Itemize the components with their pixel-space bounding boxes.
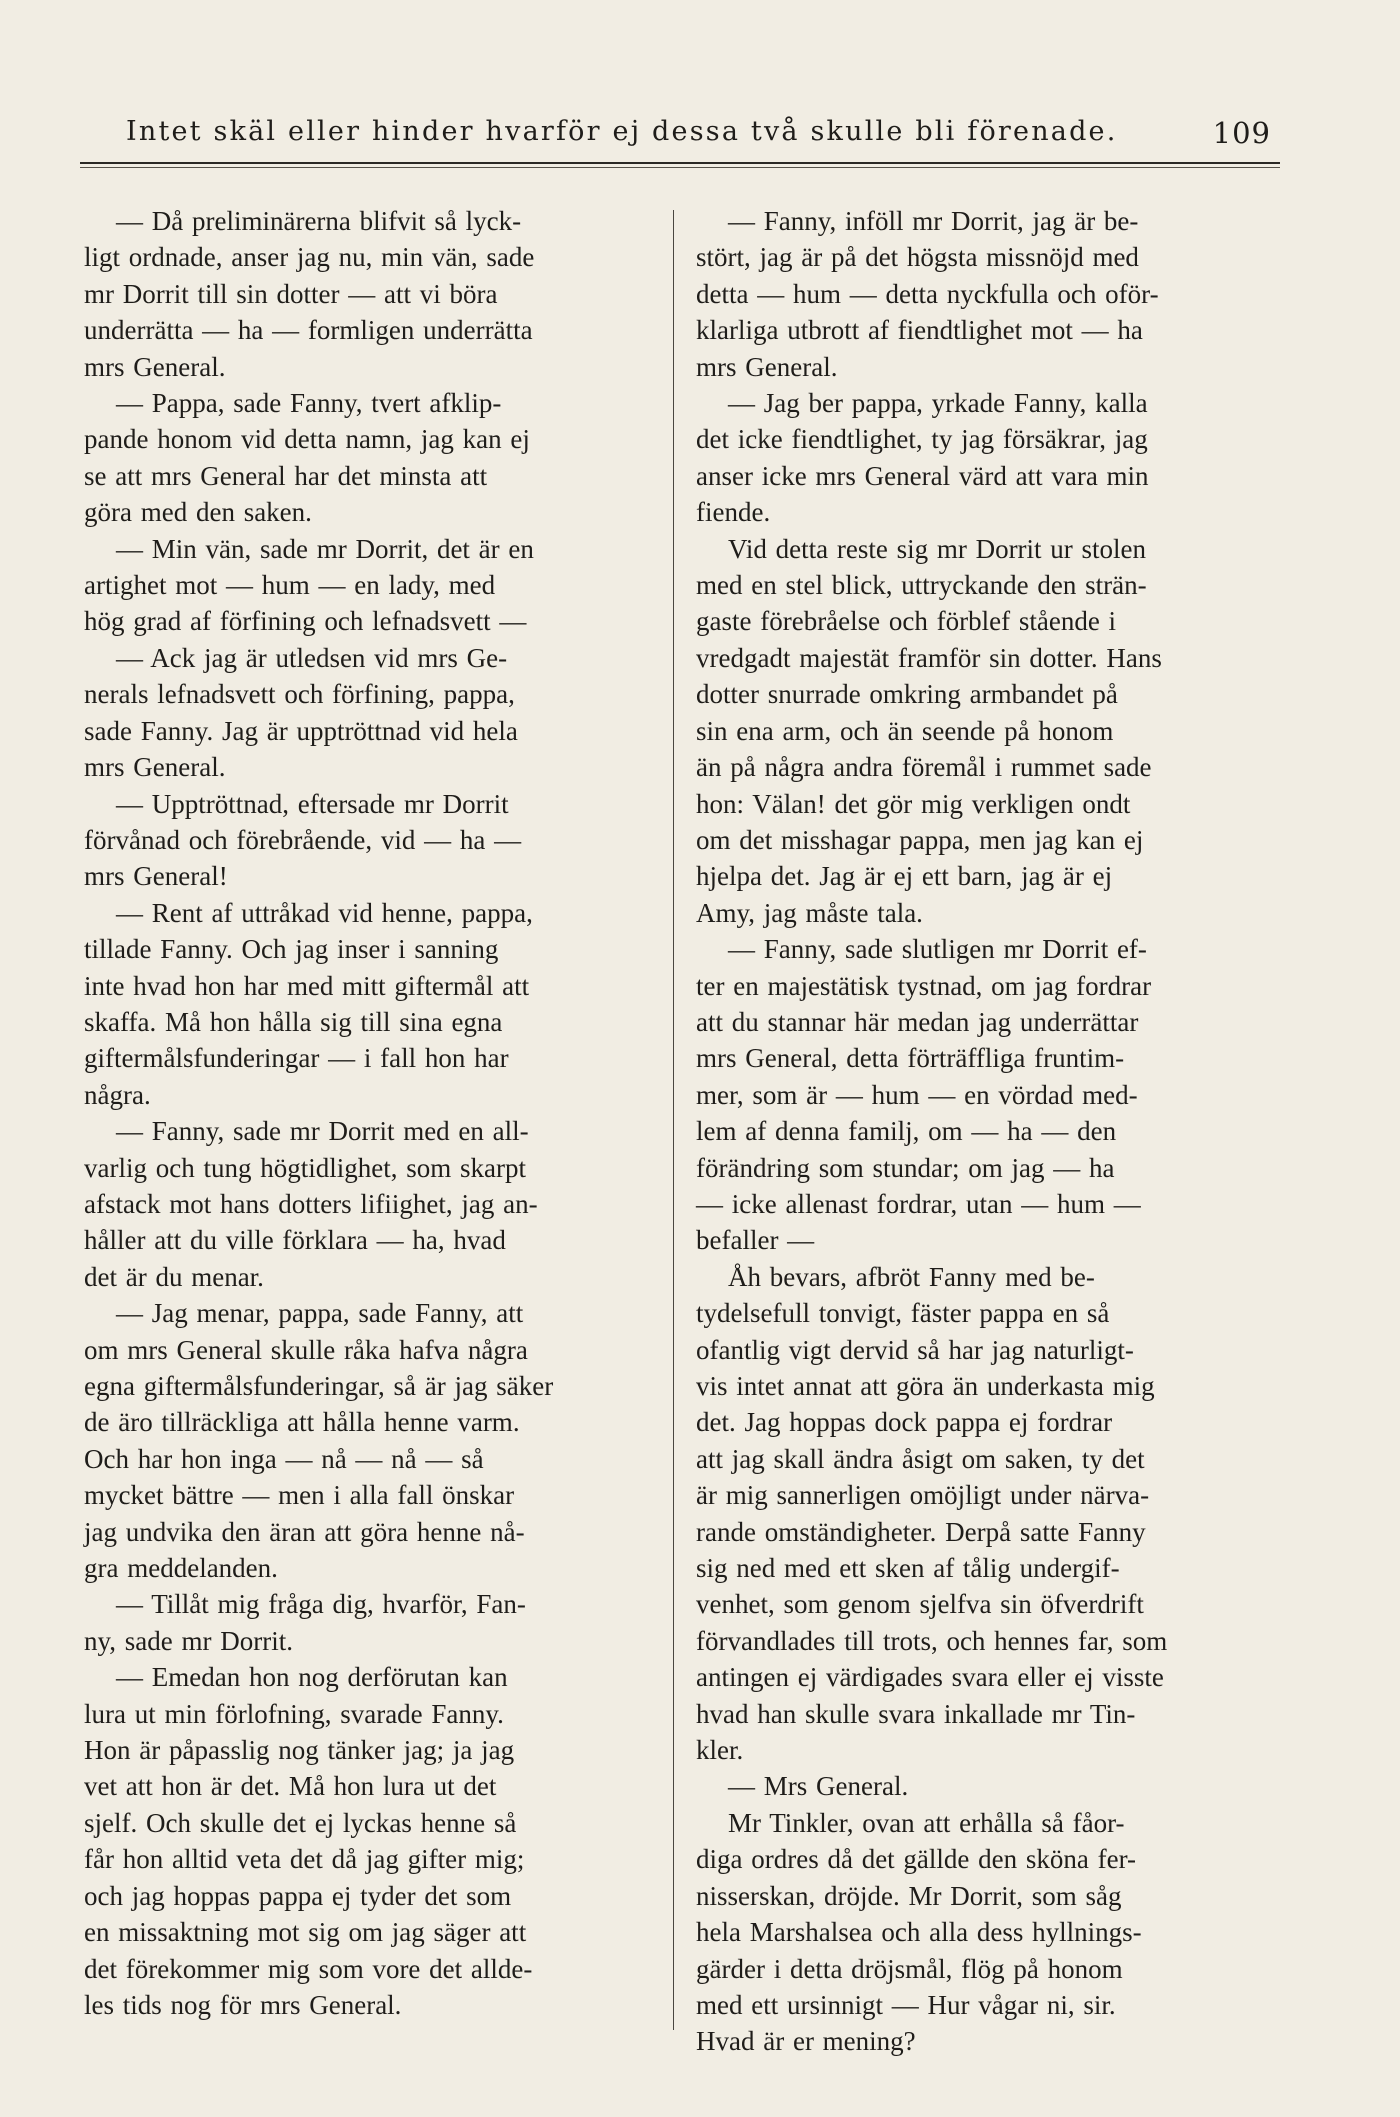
paragraph: — Tillåt mig fråga dig, hvarför, Fan- ny, sade mr Dorrit. — [84, 1589, 526, 1656]
paragraph: Vid detta reste sig mr Dorrit ur stolen med en stel blick, uttryckande den strän- gaste förebråelse och förblef stående i vredgadt majestät framför sin dotter. Hans dotter snurrade omkring armbandet på sin ena arm, och än seende på honom än på några andra föremål i rummet sade hon: Välan! det gör mig verkligen ondt om det misshagar pappa, men jag kan ej hjelpa det. Jag är ej ett barn, jag är ej Amy, jag måste tala. — [696, 533, 1162, 928]
paragraph: — Jag menar, pappa, sade Fanny, att om mrs General skulle råka hafva några egna giftermålsfunderingar, så är jag säker de äro tillräckliga att hålla henne varm. Och har hon inga — nå — nå — så mycket bättre — men i alla fall önskar jag undvika den äran att göra henne nå- gra meddelanden. — [84, 1298, 554, 1584]
running-title: Intet skäl eller hinder hvarför ej dessa två skulle bli förenade. — [126, 116, 1118, 147]
paragraph: — Fanny, sade slutligen mr Dorrit ef- ter en majestätisk tystnad, om jag fordrar att du stannar här medan jag underrättar mrs General, detta förträffliga fruntim- mer, som är — hum — en vördad med- lem af denna familj, om — ha — den förändring som stundar; om jag — ha — icke allenast fordrar, utan — hum — befaller — — [696, 934, 1152, 1256]
header-rule-thin — [80, 167, 1280, 168]
paragraph: — Emedan hon nog derförutan kan lura ut min förlofning, svarade Fanny. Hon är påpasslig nog tänker jag; ja jag vet att hon är det. Må hon lura ut det sjelf. Och skulle det ej lyckas henne så får hon alltid veta det då jag gifter mig; och jag hoppas pappa ej tyder det som en missaktning mot sig om jag säger att det förekommer mig som vore det allde- les tids nog för mrs General. — [84, 1662, 533, 2020]
page-number: 109 — [1212, 116, 1271, 150]
column-divider — [673, 210, 674, 2030]
paragraph: — Rent af uttråkad vid henne, pappa, tillade Fanny. Och jag inser i sanning inte hvad hon har med mitt giftermål att skaffa. Må hon hålla sig till sina egna giftermålsfunderingar — i fall hon har några. — [84, 897, 533, 1110]
paragraph: — Pappa, sade Fanny, tvert afklip- pande honom vid detta namn, jag kan ej se att mrs General har det minsta att göra med den saken. — [84, 388, 530, 528]
paragraph: — Fanny, inföll mr Dorrit, jag är be- stört, jag är på det högsta missnöjd med detta — hum — detta nyckfulla och oför- klarliga utbrott af fiendtlighet mot — ha mrs General. — [696, 206, 1159, 382]
paragraph: Åh bevars, afbröt Fanny med be- tydelsefull tonvigt, fäster pappa en så ofantlig vigt dervid så har jag naturligt- vis intet annat att göra än underkasta mig det. Jag hoppas dock pappa ej fordrar att jag skall ändra åsigt om saken, ty det är mig sannerligen omöjligt under närva- rande omständigheter. Derpå satte Fanny sig ned med ett sken af tålig undergif- venhet, som genom sjelfva sin öfverdrift förvandlades till trots, och hennes far, som antingen ej värdigades svara eller ej visste hvad han skulle svara inkallade mr Tin- kler. — [696, 1261, 1168, 1766]
paragraph: — Mrs General. — [728, 1771, 909, 1802]
paragraph: — Då preliminärerna blifvit så lyck- ligt ordnade, anser jag nu, min vän, sade mr Dorrit till sin dotter — att vi böra underrätta — ha — formligen underrätta mrs General. — [84, 206, 535, 382]
paragraph: — Fanny, sade mr Dorrit med en all- varlig och tung högtidlighet, som skarpt afstack mot hans dotters lifiighet, jag an- håller att du ville förklara — ha, hvad det är du menar. — [84, 1116, 538, 1292]
running-head — [126, 116, 1271, 156]
paragraph: Mr Tinkler, ovan att erhålla så fåor- diga ordres då det gällde den sköna fer- nisserskan, dröjde. Mr Dorrit, som såg hela Marshalsea och alla dess hyllnings- gärder i detta dröjsmål, flög på honom med ett ursinnigt — Hur vågar ni, sir. Hvad är er mening? — [696, 1807, 1142, 2057]
paragraph: — Upptröttnad, eftersade mr Dorrit förvånad och förebrående, vid — ha — mrs General! — [84, 788, 522, 892]
paragraph: — Jag ber pappa, yrkade Fanny, kalla det icke fiendtlighet, ty jag försäkrar, jag anser icke mrs General värd att vara min fiende. — [696, 388, 1149, 528]
header-rule — [80, 162, 1280, 164]
left-column — [84, 203, 654, 2023]
paragraph: — Min vän, sade mr Dorrit, det är en artighet mot — hum — en lady, med hög grad af förfining och lefnadsvett — — [84, 533, 534, 637]
right-column — [696, 203, 1276, 2060]
paragraph: — Ack jag är utledsen vid mrs Ge- nerals lefnadsvett och förfining, pappa, sade Fanny. Jag är upptröttnad vid hela mrs General. — [84, 642, 518, 783]
